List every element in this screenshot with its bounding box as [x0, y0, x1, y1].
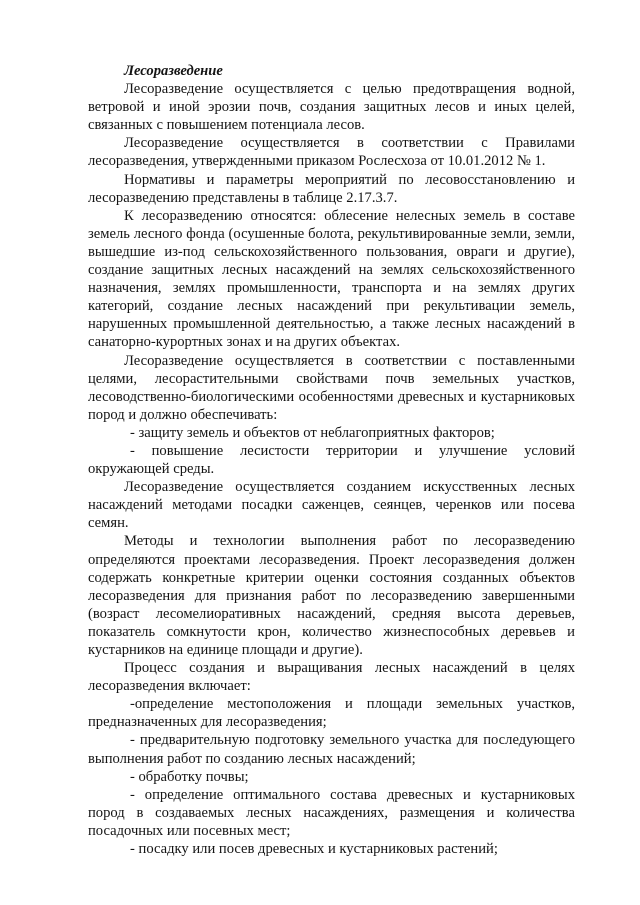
paragraph: Лесоразведение осуществляется созданием искусственных лесных насаждений методами посадки саженцев, сеянцев, черенков или посева семян.: [88, 479, 575, 532]
paragraph: Лесоразведение осуществляется в соответствии с поставленными целями, лесорастительными свойствами почв земельных участков, лесоводственно-биологическими особенностями древесных и кустарниковых пород и должно обеспечивать:: [88, 352, 575, 423]
list-item: - определение оптимального состава древесных и кустарниковых пород в создаваемых лесных насаждениях, размещения и количества посадочных или посевных мест;: [88, 786, 575, 839]
paragraph: Процесс создания и выращивания лесных насаждений в целях лесоразведения включает:: [88, 660, 575, 695]
list-item: - защиту земель и объектов от неблагоприятных факторов;: [130, 424, 495, 441]
list-item: -определение местоположения и площади земельных участков, предназначенных для лесоразведения;: [88, 696, 575, 731]
paragraph: К лесоразведению относятся: облесение нелесных земель в составе земель лесного фонда (осушенные болота, рекультивированные земли, земли, вышедшие из-под сельскохозяйственного пользования, овраги и другие), создание защитных лесных насаждений на землях сельскохозяйственного назначения, землях промышленности, транспорта и на землях других категорий, создание лесных насаждений при рекультивации земель, нарушенных промышленной деятельностью, а также лесных насаждений в санаторно-курортных зонах и на других объектах.: [88, 207, 575, 351]
document-page: [88, 62, 575, 858]
paragraph: Нормативы и параметры мероприятий по лесовосстановлению и лесоразведению представлены в таблице 2.17.3.7.: [88, 171, 575, 206]
list-item: - повышение лесистости территории и улучшение условий окружающей среды.: [88, 442, 575, 478]
list-item: - предварительную подготовку земельного участка для последующего выполнения работ по созданию лесных насаждений;: [88, 732, 575, 767]
section-title: Лесоразведение: [124, 63, 223, 79]
list-item: - посадку или посев древесных и кустарниковых растений;: [130, 841, 498, 858]
paragraph: Лесоразведение осуществляется в соответствии с Правилами лесоразведения, утвержденными приказом Рослесхоза от 10.01.2012 № 1.: [88, 135, 575, 170]
paragraph: Лесоразведение осуществляется с целью предотвращения водной, ветровой и иной эрозии почв, создания защитных лесов и иных целей, связанных с повышением потенциала лесов.: [88, 81, 575, 134]
paragraph: Методы и технологии выполнения работ по лесоразведению определяются проектами лесоразведения. Проект лесоразведения должен содержать конкретные критерии оценки состояния созданных объектов лесоразведения для признания работ по лесоразведению завершенными (возраст лесомелиоративных насаждений, средняя высота деревьев, показатель сомкнутости крон, количество жизнеспособных деревьев и кустарников на единице площади и другие).: [88, 533, 575, 658]
list-item: - обработку почвы;: [130, 768, 249, 785]
